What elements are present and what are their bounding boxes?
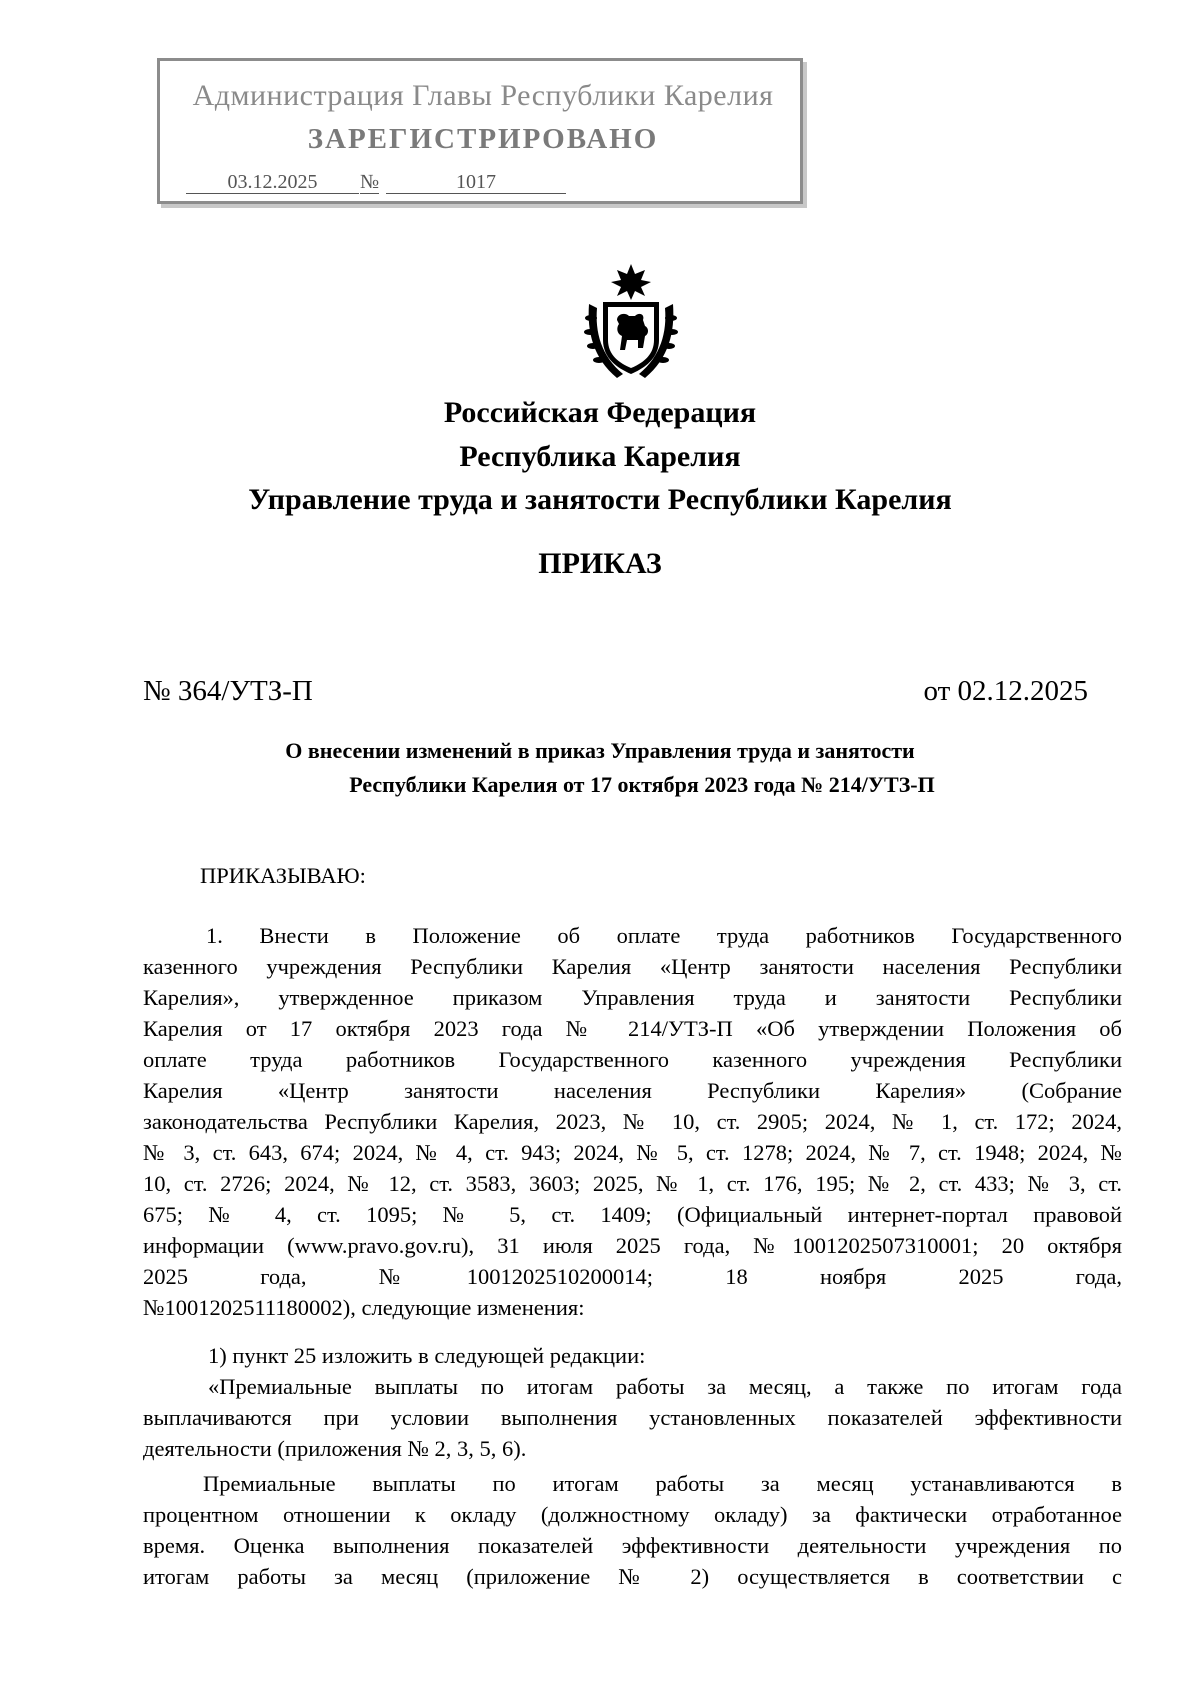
subject-line-2: Республики Карелия от 17 октября 2023 года № 214/УТЗ-П <box>349 772 935 797</box>
p1-line: Карелия», утвержденное приказом Управления труда и занятости Республики <box>143 985 1122 1010</box>
stamp-registered: ЗАРЕГИСТРИРОВАНО <box>307 123 659 155</box>
karelia-coat-of-arms-icon <box>583 262 679 384</box>
p1-line: оплате труда работников Государственного казенного учреждения Республики <box>143 1047 1122 1072</box>
stamp-no-label: № <box>360 171 380 193</box>
order-date: от 02.12.2025 <box>923 675 1088 707</box>
p2-line: выплачиваются при условии выполнения установленных показателей эффективности <box>143 1405 1122 1430</box>
p3-line: время. Оценка выполнения показателей эффективности деятельности учреждения по <box>143 1533 1122 1558</box>
p1-line: 1. Внести в Положение об оплате труда работников Государственного <box>206 923 1122 948</box>
subject-line-1: О внесении изменений в приказ Управления труда и занятости <box>285 738 915 763</box>
p1-line: Карелия от 17 октября 2023 года № 214/УТЗ-П «Об утверждении Положения об <box>143 1016 1122 1041</box>
command-word: ПРИКАЗЫВАЮ: <box>200 863 366 888</box>
order-number: № 364/УТЗ-П <box>143 675 313 707</box>
p1-line-last: №1001202511180002), следующие изменения: <box>143 1295 585 1320</box>
stamp-authority: Администрация Главы Республики Карелия <box>192 79 774 112</box>
p3-line: Премиальные выплаты по итогам работы за месяц устанавливаются в <box>203 1471 1122 1496</box>
stamp-date: 03.12.2025 <box>186 171 359 194</box>
doc-type-title: ПРИКАЗ <box>538 547 662 580</box>
p1-line: информации (www.pravo.gov.ru), 31 июля 2025 года, №1001202507310001; 20 октября <box>143 1233 1122 1258</box>
p1-line: № 3, ст. 643, 674; 2024, № 4, ст. 943; 2024, № 5, ст. 1278; 2024, № 7, ст. 1948; 2024, № <box>143 1140 1122 1165</box>
p1-line: казенного учреждения Республики Карелия «Центр занятости населения Республики <box>143 954 1122 979</box>
registration-stamp <box>157 58 803 204</box>
p1-line: Карелия «Центр занятости населения Республики Карелия» (Собрание <box>143 1078 1122 1103</box>
item-1: 1) пункт 25 изложить в следующей редакции: <box>208 1343 646 1368</box>
header-country: Российская Федерация <box>443 396 757 429</box>
header-republic: Республика Карелия <box>459 440 741 473</box>
header-department: Управление труда и занятости Республики Карелия <box>248 483 952 516</box>
p3-line: процентном отношении к окладу (должностному окладу) за фактически отработанное <box>143 1502 1122 1527</box>
p1-line: 675; № 4, ст. 1095; № 5, ст. 1409; (Официальный интернет-портал правовой <box>143 1202 1122 1227</box>
p1-line: 10, ст. 2726; 2024, № 12, ст. 3583, 3603; 2025, № 1, ст. 176, 195; № 2, ст. 433; № 3, ст. <box>143 1171 1122 1196</box>
p2-line-last: деятельности (приложения № 2, 3, 5, 6). <box>143 1436 527 1461</box>
p3-line: итогам работы за месяц (приложение № 2) осуществляется в соответствии с <box>143 1564 1122 1589</box>
p2-line: «Премиальные выплаты по итогам работы за месяц, а также по итогам года <box>208 1374 1122 1399</box>
p1-line: законодательства Республики Карелия, 2023, № 10, ст. 2905; 2024, № 1, ст. 172; 2024, <box>143 1109 1122 1134</box>
p1-line: 2025 года, №1001202510200014; 18 ноября 2025 года, <box>143 1264 1122 1289</box>
stamp-number: 1017 <box>386 171 566 194</box>
